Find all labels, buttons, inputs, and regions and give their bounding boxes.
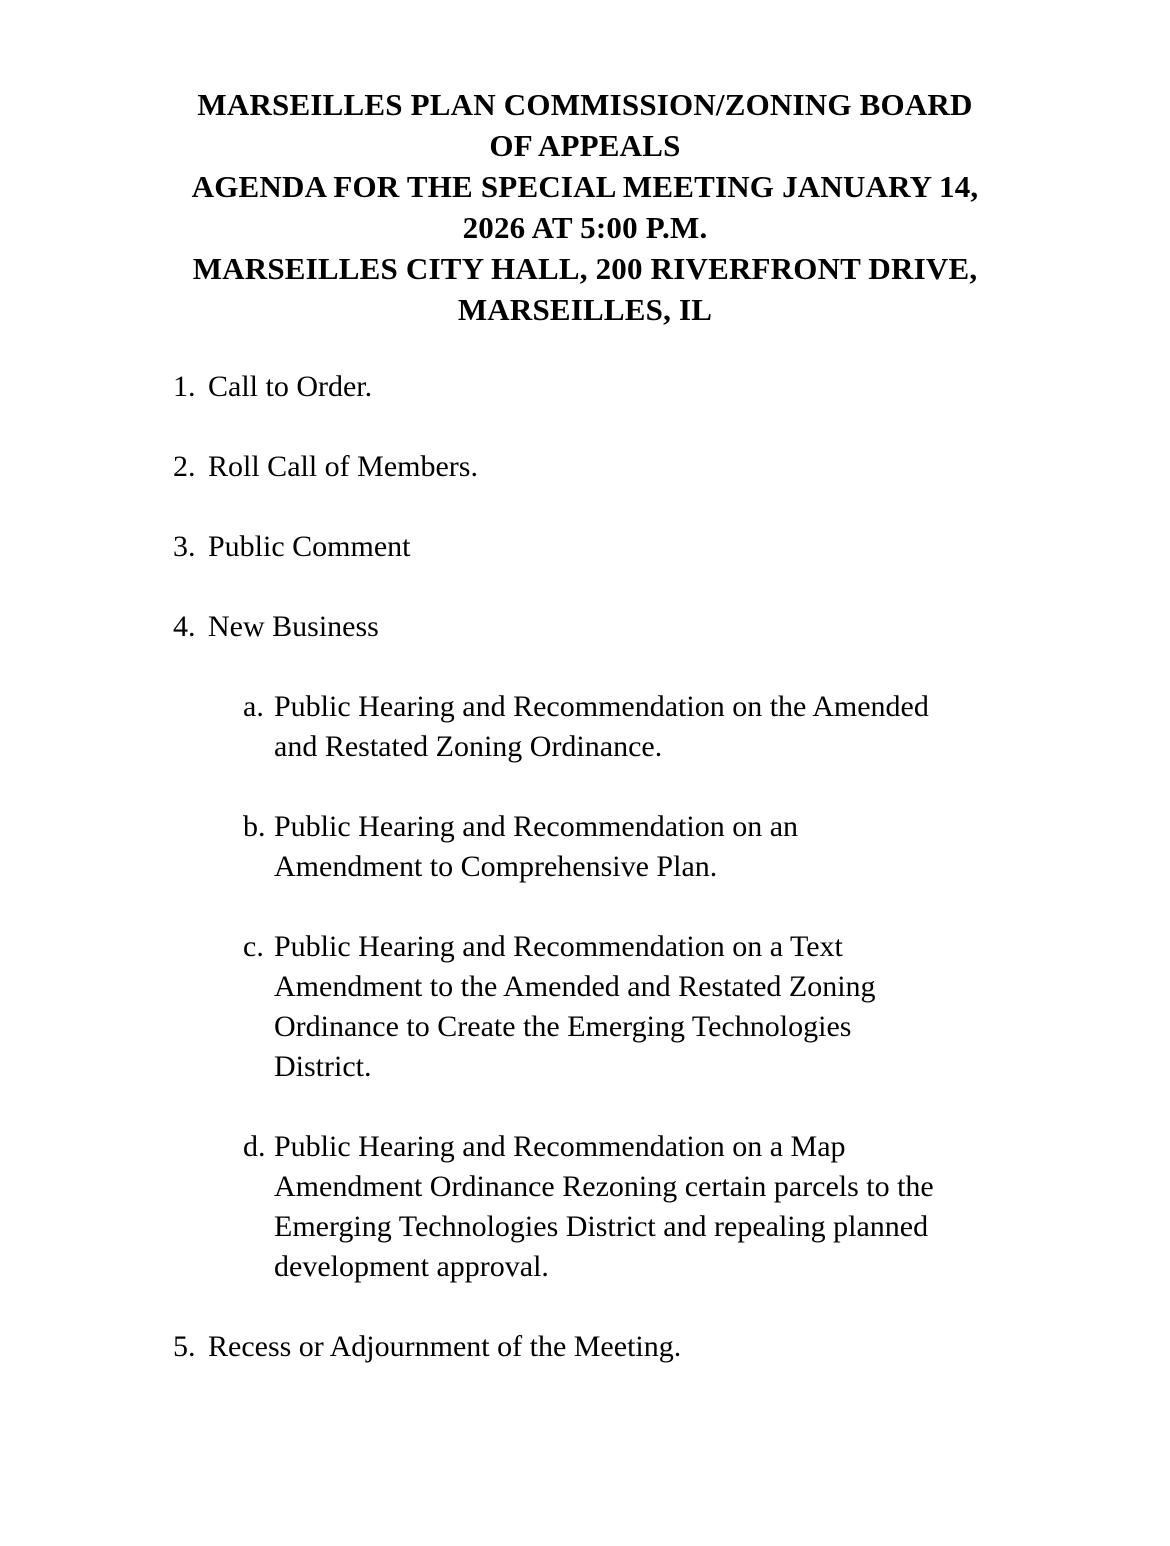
subitem-line: and Restated Zoning Ordinance. <box>274 730 663 763</box>
item-marker: 5. <box>173 1330 196 1363</box>
title-line-3: AGENDA FOR THE SPECIAL MEETING JANUARY 14, <box>191 169 979 204</box>
subitem-text: Public Hearing and Recommendation on a Text <box>274 930 843 963</box>
subitem-line: Amendment to Comprehensive Plan. <box>274 850 718 883</box>
agenda-item-roll-call <box>173 447 1110 487</box>
title-line-4: 2026 AT 5:00 P.M. <box>462 210 708 245</box>
subitem-line: Emerging Technologies District and repealing planned <box>274 1210 929 1243</box>
title-line-5: MARSEILLES CITY HALL, 200 RIVERFRONT DRIVE, <box>192 251 978 286</box>
item-marker: 2. <box>173 450 196 483</box>
subitem-marker: b. <box>243 810 266 843</box>
item-marker: 1. <box>173 370 196 403</box>
item-marker: 3. <box>173 530 196 563</box>
subitem-line: development approval. <box>274 1250 549 1283</box>
title-line-6: MARSEILLES, IL <box>457 292 713 327</box>
agenda-subitem-a <box>243 687 1110 767</box>
subitem-line: Ordinance to Create the Emerging Technologies <box>274 1010 852 1043</box>
subitem-line: Amendment to the Amended and Restated Zoning <box>274 970 876 1003</box>
subitem-text: Public Hearing and Recommendation on a Map <box>274 1130 846 1163</box>
item-text: Roll Call of Members. <box>208 450 478 483</box>
agenda-subitem-c <box>243 927 1110 1087</box>
agenda-item-public-comment <box>173 527 1110 567</box>
subitem-marker: c. <box>243 930 264 963</box>
subitem-line <box>243 807 1110 847</box>
item-text: Call to Order. <box>208 370 373 403</box>
agenda-subitem-b <box>243 807 1110 887</box>
subitem-marker: a. <box>243 690 264 723</box>
item-text: New Business <box>208 610 379 643</box>
subitem-line <box>243 687 1110 727</box>
agenda-list <box>0 367 1170 1367</box>
subitem-text: Public Hearing and Recommendation on an <box>274 810 799 843</box>
title-line-1: MARSEILLES PLAN COMMISSION/ZONING BOARD <box>197 87 973 122</box>
document-title <box>0 0 1170 330</box>
subitem-text: Public Hearing and Recommendation on the Amended <box>274 690 929 723</box>
subitem-line <box>243 1127 1110 1167</box>
title-line-2: OF APPEALS <box>489 128 681 163</box>
subitem-line: Amendment Ordinance Rezoning certain parcels to the <box>274 1170 934 1203</box>
subitem-marker: d. <box>243 1130 266 1163</box>
agenda-subitem-d <box>243 1127 1110 1287</box>
item-marker: 4. <box>173 610 196 643</box>
agenda-item-call-to-order <box>173 367 1110 407</box>
subitem-line <box>243 927 1110 967</box>
agenda-item-recess-adjournment <box>173 1327 1110 1367</box>
item-text: Recess or Adjournment of the Meeting. <box>208 1330 682 1363</box>
item-text: Public Comment <box>208 530 411 563</box>
agenda-item-new-business <box>173 607 1110 647</box>
subitem-line: District. <box>274 1050 372 1083</box>
